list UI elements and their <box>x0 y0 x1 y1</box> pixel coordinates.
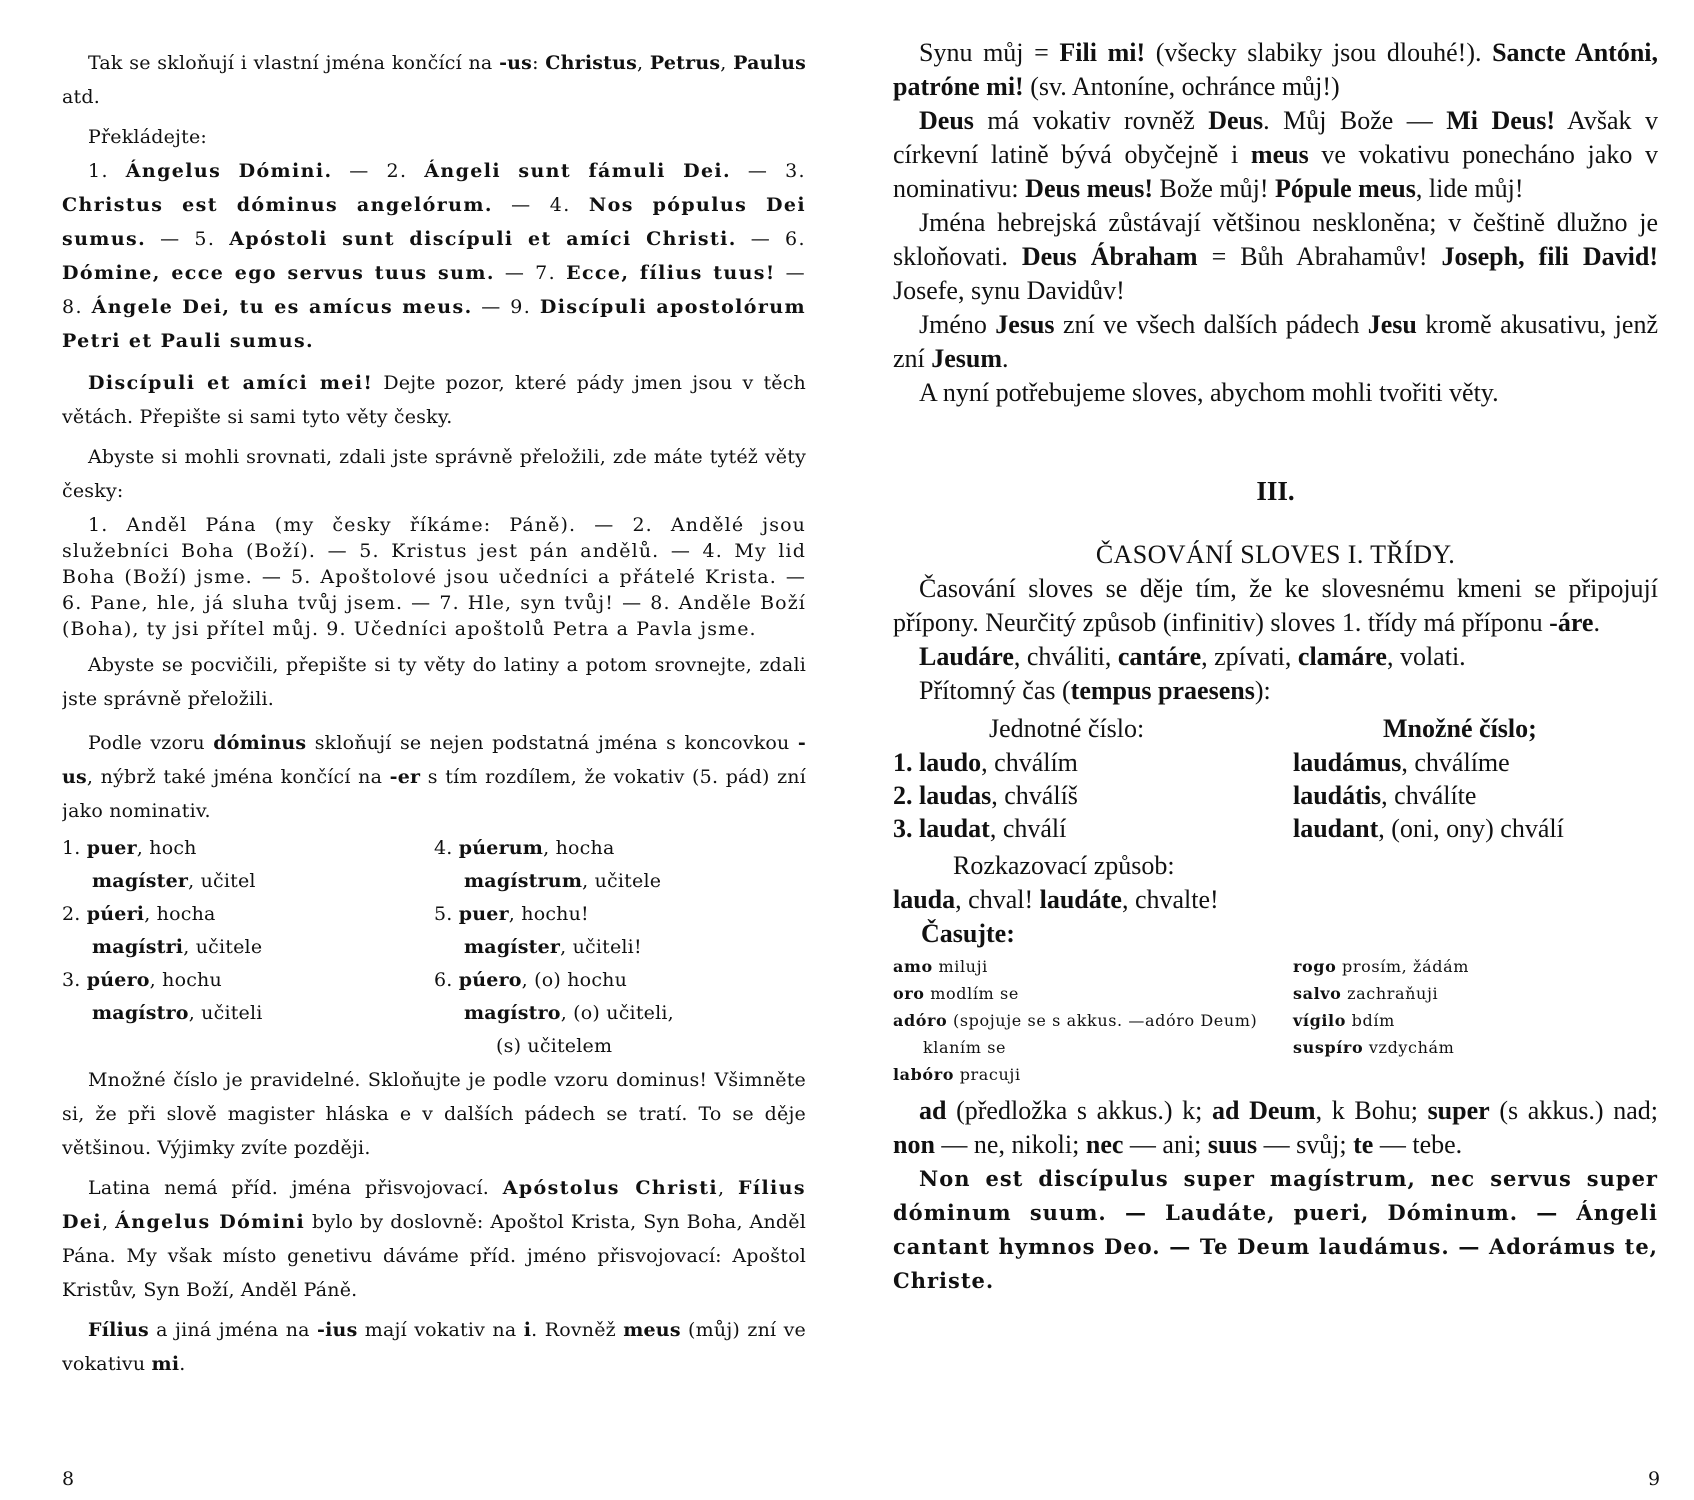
text: 1. <box>88 160 126 182</box>
text: , lide můj! <box>1415 174 1524 203</box>
sentence-4: Nos pópulus Dei sumus. <box>62 194 806 250</box>
gloss: , chválíme <box>1401 748 1510 777</box>
vocab-item <box>1293 980 1653 1007</box>
latin-form: púeri <box>86 903 145 925</box>
text: — ne, nikoli; <box>934 1130 1086 1159</box>
text: (sv. Antoníne, ochránce můj!) <box>1023 72 1340 101</box>
bold-term: tempus praesens <box>1070 676 1255 705</box>
text: . Můj Bože — <box>1263 106 1447 135</box>
conjugate-heading: Časujte: <box>921 919 1015 948</box>
bold-term: ad <box>919 1096 947 1125</box>
verb-form: 2. laudas <box>893 781 992 810</box>
gloss: , chválím <box>981 748 1078 777</box>
bold-term: Pópule meus <box>1275 174 1416 203</box>
latin-exercise <box>62 154 806 358</box>
text: , <box>101 1211 116 1233</box>
text: — 9. <box>472 296 540 318</box>
case-5-magister <box>434 931 806 964</box>
text: (můj) zní ve vokativu <box>62 1319 806 1375</box>
case-4 <box>434 832 806 865</box>
text: kromě akusativu, jenž zní <box>893 310 1658 373</box>
text: Latina nemá příd. jména přisvojovací. <box>88 1177 503 1199</box>
verb-form: laudámus <box>1293 748 1402 777</box>
text: — 2. <box>332 160 425 182</box>
bold-term: Deus Ábraham <box>1021 242 1198 271</box>
text: atd. <box>62 86 100 108</box>
vocabulary-list <box>893 953 1658 1088</box>
right-page <box>893 0 1661 1500</box>
bold-term: te <box>1353 1130 1374 1159</box>
vocab-item <box>893 1061 1293 1088</box>
latin-form: magístrum <box>464 870 583 892</box>
bold-term: i <box>523 1319 532 1341</box>
sentence-3: Christus est dóminus angelórum. <box>62 194 493 216</box>
case-2-magister <box>62 931 434 964</box>
bold-term: Mi Deus! <box>1446 106 1556 135</box>
text: , <box>720 52 734 74</box>
text: — 4. <box>492 194 589 216</box>
bold-term: Jesu <box>1367 310 1417 339</box>
conjugation-table <box>893 712 1658 845</box>
case-6 <box>434 964 806 997</box>
case-number: 4. <box>434 837 459 859</box>
bold-term: meus <box>623 1319 681 1341</box>
text: , chváliti, <box>1013 642 1118 671</box>
case-5 <box>434 898 806 931</box>
gloss: pracuji <box>954 1065 1021 1084</box>
gloss: miluji <box>932 957 988 976</box>
text: Jména hebrejská zůstávají většinou neskloněna; v češtině dlužno je skloňovati. <box>893 208 1658 271</box>
text: Jméno <box>919 310 996 339</box>
latin-verb: suspíro <box>1293 1038 1364 1057</box>
bold-term: cantáre <box>1117 642 1202 671</box>
text: — 3. <box>731 160 806 182</box>
gloss: zachraňuji <box>1341 984 1439 1003</box>
latin-form: púero <box>458 969 522 991</box>
bold-term: Paulus <box>733 52 806 74</box>
singular-row-2 <box>893 779 1293 812</box>
latin-form: puer <box>458 903 509 925</box>
case-number: 1. <box>62 837 87 859</box>
imperative-forms <box>893 883 1658 917</box>
sentence-9: Discípuli apostolórum Petri et Pauli sumus. <box>62 296 806 352</box>
paragraph-compare: Abyste si mohli srovnati, zdali jste správně přeložili, zde máte tytéž věty česky: <box>62 446 806 502</box>
sentence-1: Ángelus Dómini. <box>125 160 333 182</box>
text: Avšak v církevní latině bývá obyčejně i <box>893 106 1658 169</box>
bold-term: Fílius <box>88 1319 149 1341</box>
bold-term: mi <box>151 1353 180 1375</box>
bold-term: Apóstolus Christi <box>502 1177 718 1199</box>
text: Dejte pozor, které pády jmen jsou v těch větách. Přepište si sami tyto věty česky. <box>62 372 806 428</box>
text: — svůj; <box>1257 1130 1354 1159</box>
text: , zpívati, <box>1201 642 1298 671</box>
verb-form: laudant <box>1293 814 1379 843</box>
bold-term: -áre <box>1549 608 1594 637</box>
left-page <box>62 0 806 1500</box>
gloss: , (o) učiteli, <box>560 1002 674 1024</box>
gloss: (spojuje se s akkus. —adóro Deum) <box>947 1011 1258 1030</box>
gloss: , (o) hochu <box>521 969 628 991</box>
vocab-item-continuation <box>893 1034 1293 1061</box>
bold-term: nec <box>1085 1130 1124 1159</box>
text: Josefe, synu Davidův! <box>893 276 1125 305</box>
latin-verb: salvo <box>1293 984 1342 1003</box>
gloss: modlím se <box>924 984 1019 1003</box>
text: — tebe. <box>1373 1130 1463 1159</box>
gloss: , chválí <box>989 814 1067 843</box>
latin-form: magístro <box>92 1002 189 1024</box>
text: . <box>1593 608 1600 637</box>
bold-term: Deus <box>919 106 974 135</box>
case-number: 5. <box>434 903 459 925</box>
page-number-left: 8 <box>62 1468 75 1490</box>
bold-term: Jesus <box>995 310 1055 339</box>
case-6-magister <box>434 997 806 1030</box>
paragraph-son <box>893 36 1658 104</box>
text: skloňují se nejen podstatná jména s koncovkou <box>306 732 798 754</box>
latin-form: púerum <box>458 837 544 859</box>
vocab-item <box>1293 1034 1653 1061</box>
text: zní ve všech dalších pádech <box>1054 310 1368 339</box>
czech-translations: 1. Anděl Pána (my česky říkáme: Páně). — 2. Andělé jsou služebníci Boha (Boží). — 5. Kristus jest pán andělů. — 4. My lid Boha (Boží) jsme. — 5. Apoštolové jsou učedníci a přátelé Krista. — 6. Pane, hle, já sluha tvůj jsem. — 7. Hle, syn tvůj! — 8. Anděle Boží (Boha), ty jsi přítel můj. 9. Učedníci apoštolů Petra a Pavla jsme. <box>62 514 806 640</box>
gloss: klaním se <box>923 1038 1007 1057</box>
verb-form: 3. laudat <box>893 814 990 843</box>
case-4-magister <box>434 865 806 898</box>
singular-column <box>893 712 1293 845</box>
singular-row-3 <box>893 812 1293 845</box>
text: má vokativ rovněž <box>973 106 1209 135</box>
latin-form: púero <box>86 969 150 991</box>
section-title: ČASOVÁNÍ SLOVES I. TŘÍDY. <box>1095 540 1456 569</box>
bold-term: suus <box>1207 1130 1258 1159</box>
imperative-header: Rozkazovací způsob: <box>953 851 1175 880</box>
text: ve vokativu ponecháno jako v nominativu: <box>893 140 1658 203</box>
bold-term: ad Deum <box>1212 1096 1316 1125</box>
bold-term: non <box>893 1130 935 1159</box>
latin-verb: vígilo <box>1293 1011 1346 1030</box>
vocab-item <box>1293 1007 1653 1034</box>
bold-term: Jesum <box>931 344 1003 373</box>
translate-heading: Překládejte: <box>88 126 208 148</box>
paragraph-plural: Množné číslo je pravidelné. Skloňujte je podle vzoru dominus! Všimněte si, že při slově magister hláska e v dalších pádech se tratí. To se děje většinou. Výjimky zvíte později. <box>62 1069 806 1159</box>
paragraph-jesus <box>893 308 1658 376</box>
sentence-5: Apóstoli sunt discípuli et amíci Christi. <box>229 228 737 250</box>
verb-form: 1. laudo <box>893 748 982 777</box>
paragraph-deus <box>893 104 1658 206</box>
case-1-magister <box>62 865 434 898</box>
plural-row-1 <box>1293 746 1653 779</box>
sentence-2: Ángeli sunt fámuli Dei. <box>424 160 732 182</box>
gloss: , učitel <box>188 870 256 892</box>
plural-row-3 <box>1293 812 1653 845</box>
gloss: , učitele <box>183 936 263 958</box>
paragraph-verbs-needed: A nyní potřebujeme sloves, abychom mohli tvořiti věty. <box>919 378 1499 407</box>
case-1 <box>62 832 434 865</box>
text: mají vokativ na <box>357 1319 524 1341</box>
text: Časování sloves se děje tím, že ke slovesnému kmeni se připojují přípony. Neurčitý způsob (infinitiv) sloves 1. třídy má příponu <box>893 574 1658 637</box>
text: , nýbrž také jména končící na <box>86 766 390 788</box>
gloss: vzdychám <box>1363 1038 1455 1057</box>
bold-term: Joseph, fili David! <box>1441 242 1658 271</box>
text: , k Bohu; <box>1315 1096 1428 1125</box>
text: Přítomný čas ( <box>919 676 1071 705</box>
latin-form: magístri <box>92 936 184 958</box>
case-3 <box>62 964 434 997</box>
bold-term: super <box>1427 1096 1490 1125</box>
page-number-right: 9 <box>1648 1468 1661 1490</box>
text: , <box>718 1177 738 1199</box>
bold-term: Ángelus Dómini <box>115 1211 306 1233</box>
bold-term: lauda <box>893 885 956 914</box>
vocab-item <box>893 953 1293 980</box>
bold-term: Christus <box>545 52 638 74</box>
gloss: prosím, žádám <box>1336 957 1469 976</box>
gloss: , (oni, ony) chválí <box>1378 814 1564 843</box>
latin-form: magíster <box>464 936 561 958</box>
gloss: , chválíš <box>991 781 1078 810</box>
text: . Rovněž <box>531 1319 624 1341</box>
latin-verb: rogo <box>1293 957 1337 976</box>
declension-column-1 <box>62 832 434 1063</box>
paragraph-proper-names <box>62 46 806 114</box>
text: , volati. <box>1386 642 1466 671</box>
bold-term: -us <box>499 52 533 74</box>
text: (všecky slabiky jsou dlouhé!). <box>1145 38 1493 67</box>
bold-term: dóminus <box>213 732 307 754</box>
bold-term: clamáre <box>1297 642 1387 671</box>
text: (s akkus.) nad; <box>1489 1096 1658 1125</box>
text: ): <box>1254 676 1271 705</box>
case-number: 3. <box>62 969 87 991</box>
text: : <box>532 52 546 74</box>
case-2 <box>62 898 434 931</box>
text: (předložka s akkus.) k; <box>946 1096 1213 1125</box>
plural-column <box>1293 712 1653 845</box>
bold-term: Deus <box>1208 106 1264 135</box>
paragraph-conjugation <box>893 572 1658 640</box>
latin-form: magíster <box>92 870 189 892</box>
section-number: III. <box>1256 476 1295 506</box>
plural-row-2 <box>1293 779 1653 812</box>
gloss: , hoch <box>136 837 197 859</box>
bold-term: Fílius Dei <box>62 1177 806 1233</box>
text: Bože můj! <box>1153 174 1276 203</box>
gloss: , učitele <box>582 870 662 892</box>
plural-header: Množné číslo; <box>1383 714 1537 743</box>
paragraph-prepositions <box>893 1094 1658 1162</box>
text: Synu můj = <box>919 38 1060 67</box>
sentence-8: Ángele Dei, tu es amícus meus. <box>91 296 473 318</box>
text: , chvalte! <box>1121 885 1219 914</box>
text: — 6. <box>736 228 806 250</box>
bold-term: laudáte <box>1039 885 1122 914</box>
declension-table <box>62 832 806 1063</box>
latin-verb: labóro <box>893 1065 955 1084</box>
latin-verb: adóro <box>893 1011 948 1030</box>
paragraph-attention <box>62 366 806 434</box>
vocabulary-column-2 <box>1293 953 1653 1088</box>
text: Podle vzoru <box>88 732 214 754</box>
infinitive-examples <box>893 640 1658 674</box>
gloss: , hocha <box>144 903 216 925</box>
bold-term: Deus meus! <box>1025 174 1154 203</box>
text: — 5. <box>146 228 230 250</box>
declension-column-2 <box>434 832 806 1063</box>
bold-term: meus <box>1250 140 1309 169</box>
latin-exercise-sentences: Non est discípulus super magístrum, nec servus super dóminum suum. — Laudáte, pueri, Dóminum. — Ángeli cantant hymnos Deo. — Te Deum laudámus. — Adorámus te, Christe. <box>893 1166 1658 1293</box>
case-3-magister <box>62 997 434 1030</box>
paragraph-practice: Abyste se pocvičili, přepište si ty věty do latiny a potom srovnejte, zdali jste správně přeložili. <box>62 654 806 710</box>
paragraph-pattern <box>62 726 806 828</box>
vocabulary-column-1 <box>893 953 1293 1088</box>
paragraph-vocative <box>62 1313 806 1381</box>
gloss: , chválíte <box>1381 781 1477 810</box>
bold-term: Petrus <box>649 52 721 74</box>
text: — 7. <box>494 262 567 284</box>
bold-term: Discípuli et amíci mei! <box>88 372 374 394</box>
bold-term: Fili mi! <box>1059 38 1146 67</box>
paragraph-possessive <box>62 1171 806 1307</box>
case-6-extra: (s) učitelem <box>496 1035 613 1057</box>
bold-term: Laudáre <box>919 642 1014 671</box>
sentence-6: Dómine, ecce ego servus tuus sum. <box>62 262 495 284</box>
case-number: 6. <box>434 969 459 991</box>
latin-verb: amo <box>893 957 933 976</box>
text: , chval! <box>955 885 1040 914</box>
singular-row-1 <box>893 746 1293 779</box>
vocab-item <box>1293 953 1653 980</box>
gloss: , hocha <box>543 837 615 859</box>
case-number: 2. <box>62 903 87 925</box>
text: , <box>637 52 650 74</box>
vocab-item <box>893 1007 1293 1034</box>
gloss: , hochu <box>149 969 222 991</box>
bold-term: -ius <box>317 1319 358 1341</box>
gloss: , hochu! <box>508 903 589 925</box>
vocab-item <box>893 980 1293 1007</box>
sentence-7: Ecce, fílius tuus! <box>566 262 776 284</box>
text: s tím rozdílem, že vokativ (5. pád) zní jako nominativ. <box>62 766 806 822</box>
latin-form: magístro <box>464 1002 561 1024</box>
present-tense-label <box>893 674 1658 708</box>
gloss: , učiteli <box>188 1002 263 1024</box>
text: . <box>179 1353 186 1375</box>
text: = Bůh Abrahamův! <box>1197 242 1442 271</box>
text: Tak se skloňují i vlastní jména končící na <box>88 52 500 74</box>
text: — 8. <box>62 262 806 318</box>
verb-form: laudátis <box>1293 781 1382 810</box>
text: — ani; <box>1123 1130 1208 1159</box>
text: . <box>1002 344 1009 373</box>
gloss: , učiteli! <box>560 936 642 958</box>
bold-term: -er <box>389 766 421 788</box>
text: bylo by doslovně: Apoštol Krista, Syn Boha, Anděl Pána. My však místo genetivu dáváme příd. jméno přisvojovací: Apoštol Kristův, Syn Boží, Anděl Páně. <box>62 1211 806 1301</box>
paragraph-hebrew <box>893 206 1658 308</box>
latin-form: puer <box>86 837 137 859</box>
latin-verb: oro <box>893 984 925 1003</box>
bold-term: Sancte Antóni, patróne mi! <box>893 38 1658 101</box>
gloss: bdím <box>1346 1011 1395 1030</box>
singular-header: Jednotné číslo: <box>989 714 1145 743</box>
bold-term: -us <box>62 732 806 788</box>
text: a jiná jména na <box>148 1319 318 1341</box>
